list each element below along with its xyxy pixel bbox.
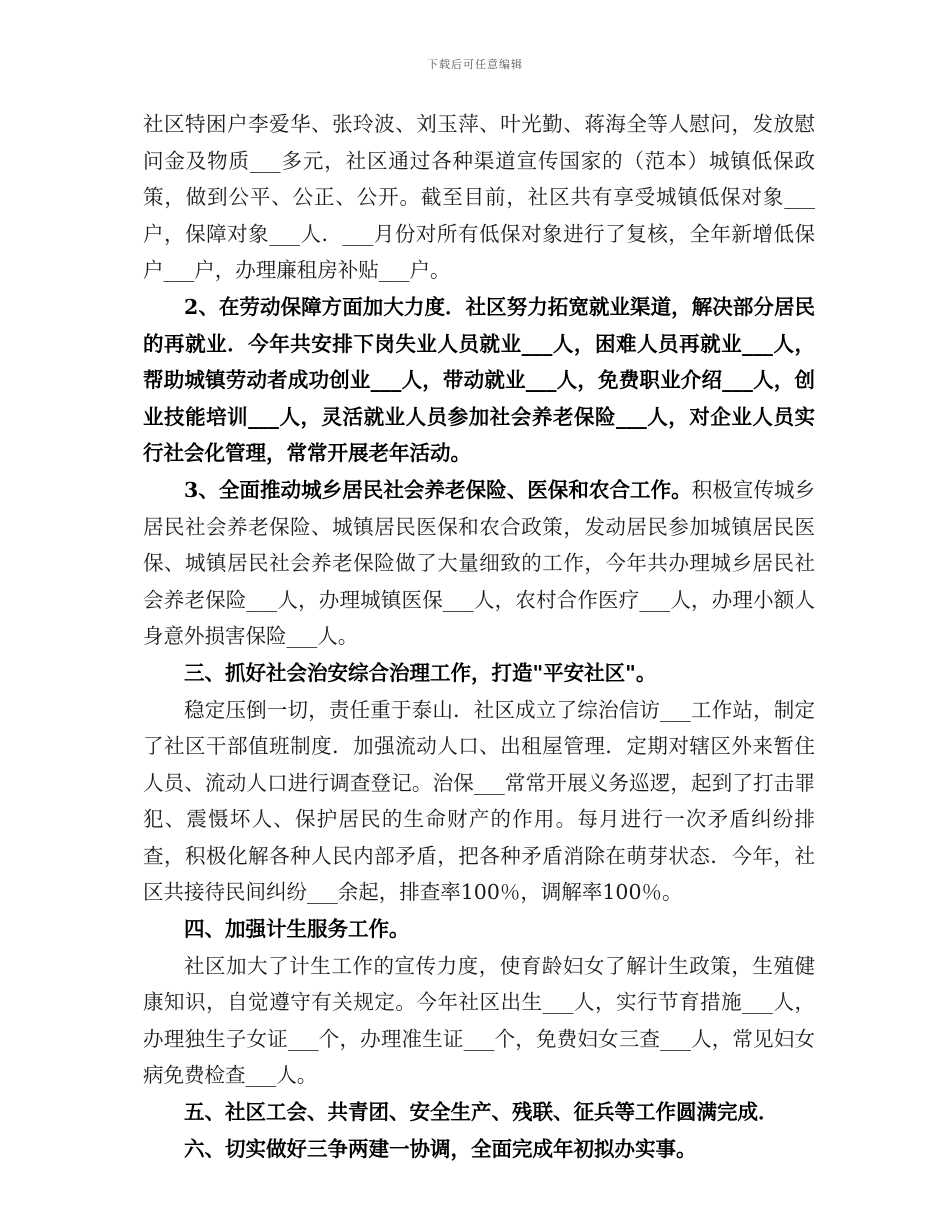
section-heading-public-security: 三、抓好社会治安综合治理工作，打造"平安社区"。 (184, 660, 657, 685)
section-heading-annual-tasks: 六、切实做好三争两建一协调，全面完成年初拟办实事。 (184, 1136, 697, 1161)
paragraph-insurance-body: 积极宣传城乡居民社会养老保险、城镇居民医保和农合政策，发动居民参加城镇居民医保、城镇居民社会养老保险做了大量细致的工作，今年共办理城乡居民社会养老保险___人，办理城镇医保___人，农村合作医疗___人，办理小额人身意外损害保险___人。 (143, 477, 816, 649)
paragraph-lowincome-continuation: 社区特困户李爱华、张玲波、刘玉萍、叶光勤、蒋海全等人慰问，发放慰问金及物质___多元，社区通过各种渠道宣传国家的（范本）城镇低保政策，做到公平、公正、公开。截至目前，社区共有享受城镇低保对象___户，保障对象___人．___月份对所有低保对象进行了复核，全年新增低保户___户，办理廉租房补贴___户。 (143, 112, 815, 283)
section-heading-union-work: 五、社区工会、共青团、安全生产、残联、征兵等工作圆满完成． (184, 1100, 779, 1125)
paragraph-family-planning: 社区加大了计生工作的宣传力度，使育龄妇女了解计生政策，生殖健康知识，自觉遵守有关规定。今年社区出生___人，实行节育措施___人，办理独生子女证___个，办理准生证___个，免费妇女三查___人，常见妇女病免费检查___人。 (143, 953, 815, 1088)
paragraph-insurance (143, 472, 815, 655)
paragraph-labor-security: 2、在劳动保障方面加大力度．社区努力拓宽就业渠道，解决部分居民的再就业．今年共安排下岗失业人员就业___人，困难人员再就业___人，帮助城镇劳动者成功创业___人，带动就业___人，免费职业介绍___人，创业技能培训___人，灵活就业人员参加社会养老保险___人，对企业人员实行社会化管理，常常开展老年活动。 (143, 294, 815, 466)
page-header: 下载后可任意编辑 (427, 58, 523, 71)
paragraph-public-security: 稳定压倒一切，责任重于泰山．社区成立了综治信访___工作站，制定了社区干部值班制度．加强流动人口、出租屋管理．定期对辖区外来暂住人员、流动人口进行调查登记。治保___常常开展义务巡逻，起到了打击罪犯、震慑坏人、保护居民的生命财产的作用。每月进行一次矛盾纠纷排查，积极化解各种人民内部矛盾，把各种矛盾消除在萌芽状态．今年，社区共接待民间纠纷___余起，排查率100％，调解率100％。 (143, 697, 815, 905)
section-heading-family-planning: 四、加强计生服务工作。 (184, 917, 410, 942)
document-body (143, 106, 815, 1167)
paragraph-insurance-lead: 3、全面推动城乡居民社会养老保险、医保和农合工作。 (184, 477, 692, 502)
